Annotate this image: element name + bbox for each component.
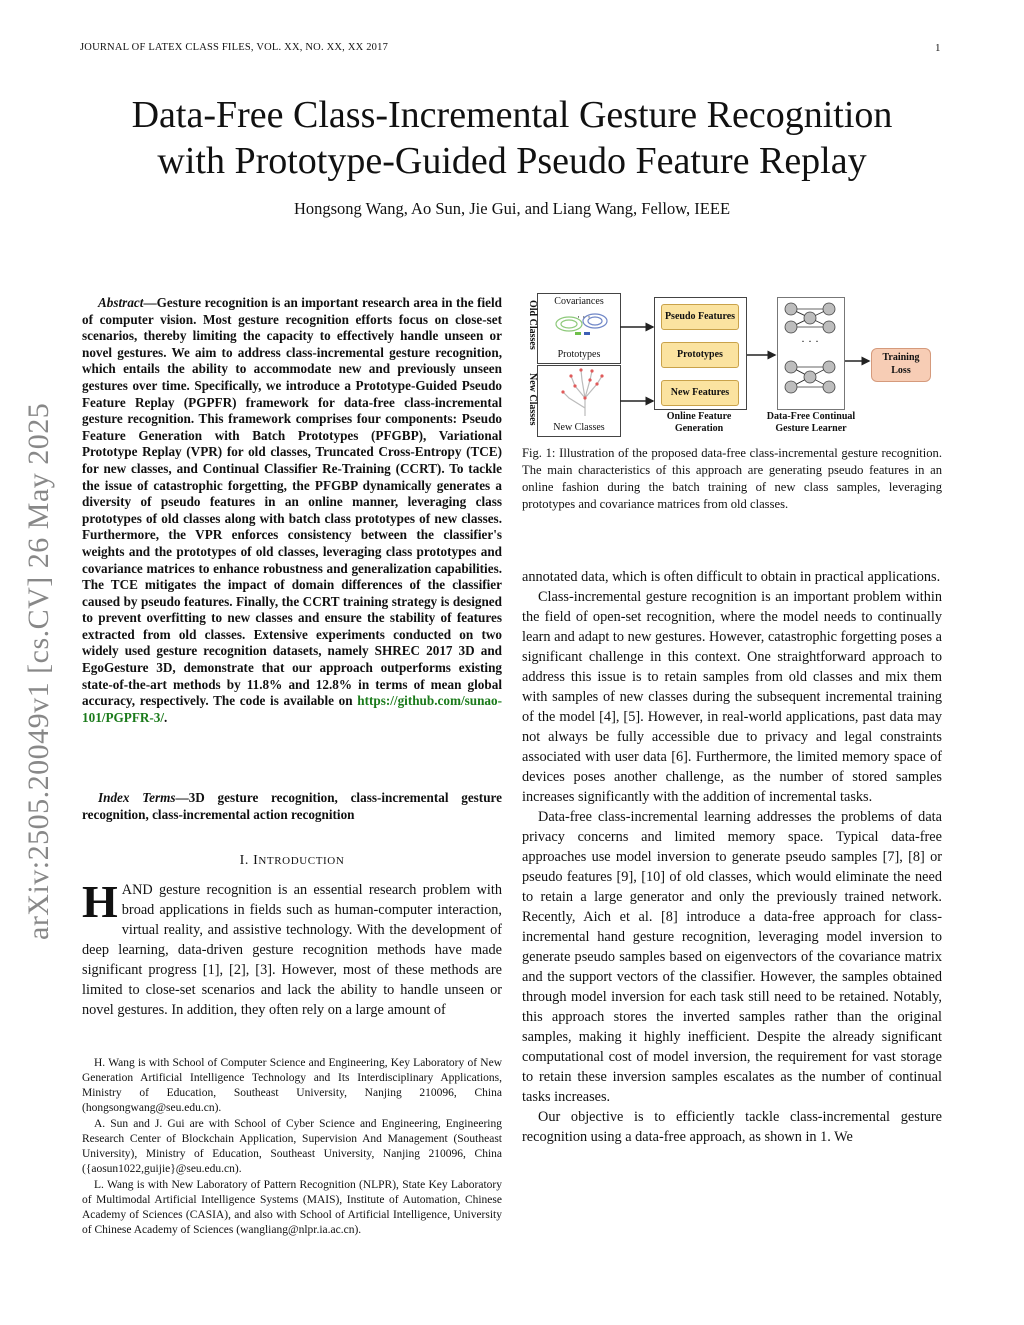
online-feature-label [649,411,749,435]
index-terms [82,790,502,823]
code-link[interactable]: https://github.com/sunao-101/PGPFR-3/ [82,693,502,725]
section-first-letter: I [253,853,259,868]
training-loss-box [871,348,931,382]
footnote: A. Sun and J. Gui are with School of Cyber Science and Engineering, Engineering Research Center of Blockchain Application, Supervision And Management (Southeast University), Ministry of Education, Southeast University, Nanjing 210096, China ({aosun1022,guijie}@seu.edu.cn). [82,1118,502,1175]
drop-cap: H [82,876,118,927]
figure-caption: Fig. 1: Illustration of the proposed data-free class-incremental gesture recognition. The main characteristics of this approach are generating pseudo features in an online fashion during the batch training of new class samples, leveraging prototypes and covariance matrices from old classes. [522,446,942,511]
section-heading-introduction [82,853,502,869]
loss-line-1: Training [882,352,920,363]
title-line-1: Data-Free Class-Incremental Gesture Recognition [131,94,893,136]
page-number: 1 [935,42,941,54]
abstract [82,295,502,726]
intro-paragraph [82,876,502,1020]
paragraph: Our objective is to efficiently tackle class-incremental gesture recognition using a data-free approach, as shown in 1. We [522,1109,942,1145]
covariances-label: Covariances [554,296,604,307]
old-classes-label: Old Classes [527,300,538,350]
new-classes-caption: New Classes [553,422,605,433]
abstract-end: . [164,709,168,725]
paragraph: annotated data, which is often difficult to obtain in practical applications. [522,569,941,585]
figure-1 [523,293,943,438]
new-features-box: New Features [661,380,739,406]
index-terms-text: —3D gesture recognition, class-incremental gesture recognition, class-incremental action recognition [82,790,503,822]
affiliation-footnotes [82,1056,502,1239]
learner-label [756,411,866,435]
intro-text: AND gesture recognition is an essential research problem with broad applications in fields such as human-computer interaction, virtual reality, and assistive technology. With the development of deep learning, data-driven gesture recognition methods have made significant progress [1], [2], [3]. However, most of these methods are limited to close-set scenarios and lack the ability to handle unseen or novel gestures. In addition, they often rely on a large amount of [82,882,502,1018]
abstract-label: Abstract [98,295,144,310]
new-classes-label: New Classes [527,373,538,426]
title-line-2: with Prototype-Guided Pseudo Feature Replay [157,140,867,182]
prototypes-box: Prototypes [661,342,739,368]
neural-network-icon [777,297,843,408]
footnote: L. Wang is with New Laboratory of Pattern Recognition (NLPR), State Key Laboratory of Multimodal Artificial Intelligence Systems (MAIS), Institute of Automation, Chinese Academy of Sciences (CASIA), and also with School of Artificial Intelligence, University of Chinese Academy of Sciences (wangliang@nlpr.ia.ac.cn). [82,1179,502,1236]
loss-line-2: Loss [891,365,911,376]
footnote: H. Wang is with School of Computer Science and Engineering, Key Laboratory of New Generation Artificial Intelligence Technology and Its Interdisciplinary Applications, Ministry of Education, Southeast University, Nanjing 210096, China (hongsongwang@seu.edu.cn). [82,1057,502,1114]
learner-line-1: Data-Free Continual [766,411,856,422]
network-ellipsis: · · · [801,334,819,348]
section-rest: NTRODUCTION [258,855,345,867]
svg-text:· · ·: · · · [577,312,591,322]
abstract-text: —Gesture recognition is an important research area in the field of computer vision. Most gesture recognition efforts focus on close-set scenarios, thereby limiting the capacity to effectively handle unseen or novel gestures. We aim to address class-incremental gesture recognition, which entails the ability to accommodate new and previously unseen gestures over time. Specifically, we introduce a Prototype-Guided Pseudo Feature Replay (PGPFR) framework for data-free class-incremental gesture recognition. This framework comprises four components: Pseudo Feature Generation with Batch Prototypes (PFGBP), Variational Prototype Replay (VPR) for old classes, Truncated Cross-Entropy (TCE) for new classes, and Continual Classifier Re-Training (CCRT). To tackle the issue of catastrophic forgetting, the PFGBP dynamically generates a diversity of pseudo features in an online manner, leveraging class prototypes of old classes along with batch class prototypes of new classes. Furthermore, the VPR enforces consistency between the classifier's weights and the prototypes of old classes, leveraging class prototypes and covariance matrices to enhance robustness and generalization capabilities. The TCE mitigates the impact of domain differences of the classifier caused by pseudo features. Finally, the CCRT training strategy is designed to prevent overfitting to new classes and ensure the stability of features extracted from old classes. Extensive experiments conducted on two widely used gesture recognition datasets, namely SHREC 2017 3D and EgoGesture 3D, demonstrate that our approach outperforms existing state-of-the-art methods by 11.8% and 12.8% in terms of mean global accuracy, respectively. The code is available on [82,295,502,709]
right-column-text [522,567,942,1147]
prototypes-small-label: Prototypes [557,349,601,360]
section-numeral: I. [239,853,254,868]
learner-line-2: Gesture Learner [775,423,847,434]
arxiv-stamp: arXiv:2505.20049v1 [cs.CV] 26 May 2025 [22,402,55,940]
author-list: Hongsong Wang, Ao Sun, Jie Gui, and Liang Wang, Fellow, IEEE [293,199,731,218]
index-terms-label: Index Terms [98,790,176,805]
paragraph: Data-free class-incremental learning addresses the problems of data privacy concerns and limited memory space. Typical data-free approaches use model inversion to generate pseudo samples [7], [8] or pseudo features [9], [10] of old classes, which would eliminate the need to retain a large generator and only the previously trained network. Recently, Aich et al. [8] introduce a data-free approach for class-incremental hand gesture recognition, leveraging model inversion to generate pseudo samples based on eigenvectors of the covariance matrix and the support vectors of the classifier. However, the samples obtained through model inversion for each task still need to be retained. Notably, this approach stores the inverted samples rather than the original samples, making it highly inefficient. Despite the already significant computational cost of model inversion, the requirement for vast storage to retain these inversion samples escalates as the number of continual tasks increases. [522,809,942,1105]
pseudo-features-box: Pseudo Features [661,304,739,330]
running-header: JOURNAL OF LATEX CLASS FILES, VOL. XX, NO. XX, XX 2017 [80,42,389,53]
online-line-2: Generation [674,423,724,434]
paper-title [0,92,1024,184]
paragraph: Class-incremental gesture recognition is an important problem within the field of open-set recognition, where the model needs to continually learn and adapt to new gestures. However, catastrophic forgetting poses a significant challenge in this context. One straightforward approach to address this issue is to retain samples from old classes and mix them with samples of new classes during the subsequent incremental training of the model [4], [5]. However, in real-world applications, past data may not always be fully accessible due to privacy and legal constraints associated with user data [6]. Furthermore, the limited memory space of devices poses another challenge, as the number of stored samples increases significantly with the addition of incremental tasks. [522,589,942,805]
online-line-1: Online Feature [666,411,732,422]
